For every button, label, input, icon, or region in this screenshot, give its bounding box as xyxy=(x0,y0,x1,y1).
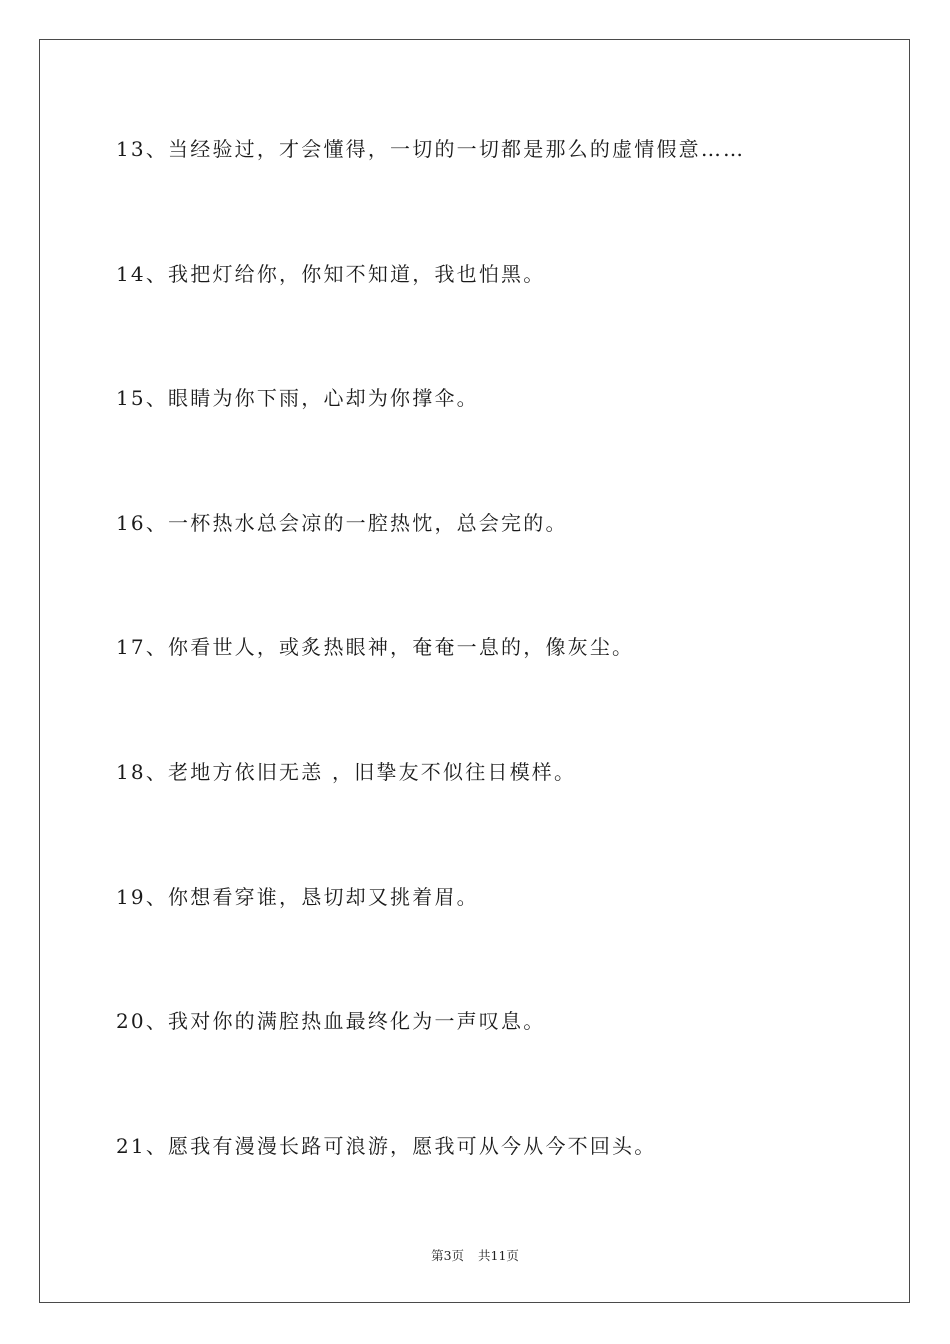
list-item: 17、你看世人，或炙热眼神，奄奄一息的，像灰尘。 xyxy=(116,635,635,660)
page-number-current: 第3页 xyxy=(431,1248,465,1263)
list-item: 19、你想看穿谁，恳切却又挑着眉。 xyxy=(116,884,479,909)
page-number-total: 共11页 xyxy=(478,1248,519,1263)
list-item: 18、老地方依旧无恙 ，旧挚友不似往日模样。 xyxy=(116,759,577,784)
list-item: 21、愿我有漫漫长路可浪游，愿我可从今从今不回头。 xyxy=(116,1133,657,1158)
quote-list xyxy=(116,130,876,1251)
list-item: 16、一杯热水总会凉的一腔热忱，总会完的。 xyxy=(116,510,568,535)
list-item: 20、我对你的满腔热血最终化为一声叹息。 xyxy=(116,1009,546,1034)
list-item: 15、眼睛为你下雨，心却为你撑伞。 xyxy=(116,386,479,411)
list-item: 13、当经验过，才会懂得，一切的一切都是那么的虚情假意…… xyxy=(116,137,746,161)
page-footer xyxy=(0,1246,950,1264)
list-item: 14、我把灯给你，你知不知道，我也怕黑。 xyxy=(116,261,546,286)
